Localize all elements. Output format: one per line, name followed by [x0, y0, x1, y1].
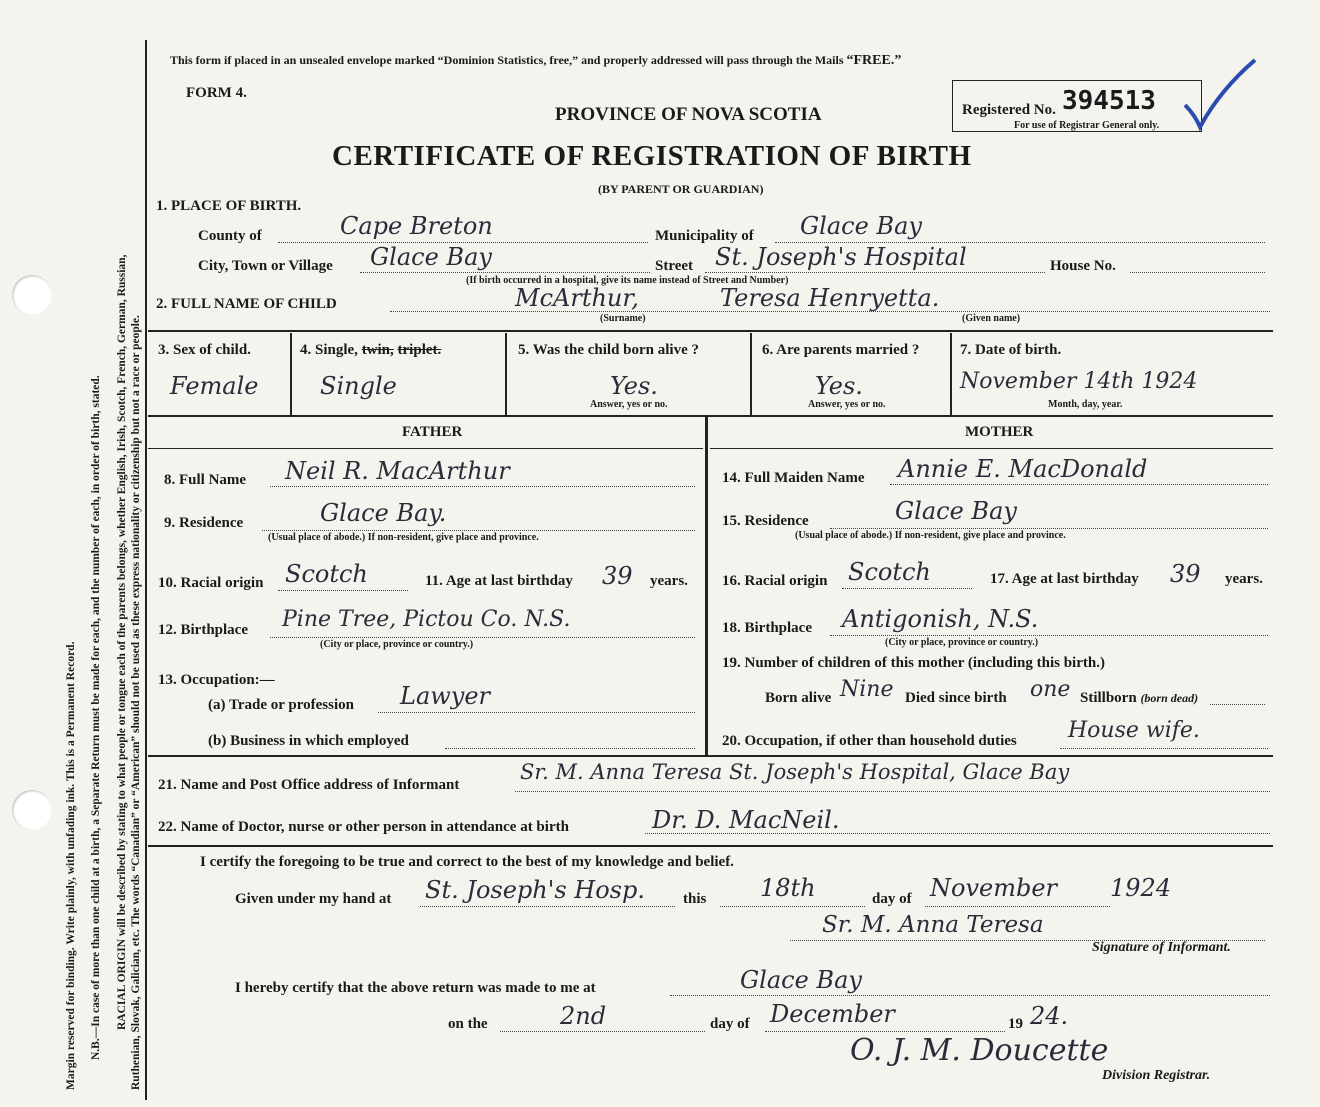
street-label: Street — [655, 258, 694, 274]
mother-age-value: 39 — [1170, 560, 1201, 588]
province-heading: PROVINCE OF NOVA SCOTIA — [555, 104, 822, 125]
mail-notice-text: This form if placed in an unsealed envelope marked “Dominion Statistics, free,” and properly addressed will pass through the Mails — [170, 53, 844, 67]
reg-year-prefix: 19 — [1008, 1016, 1023, 1032]
page-title: CERTIFICATE OF REGISTRATION OF BIRTH — [332, 140, 972, 172]
binding-hole-top — [12, 275, 52, 315]
father-business-line — [445, 748, 695, 749]
father-heading: FATHER — [402, 424, 463, 440]
father-age-value: 39 — [602, 562, 633, 590]
checkmark-icon — [1180, 55, 1260, 135]
dob-caption: Month, day, year. — [1048, 399, 1123, 410]
surname-caption: (Surname) — [600, 313, 646, 324]
father-trade-label: (a) Trade or profession — [208, 697, 354, 713]
father-trade-line — [378, 712, 695, 713]
born-alive-value: Nine — [840, 677, 894, 702]
given-label: Given under my hand at — [235, 891, 392, 907]
given-year-value: 1924 — [1110, 874, 1172, 902]
married-caption: Answer, yes or no. — [808, 399, 886, 410]
mother-residence-value: Glace Bay — [895, 497, 1017, 525]
given-place-value: St. Joseph's Hosp. — [425, 876, 645, 904]
given-place-line — [420, 906, 675, 907]
mother-children-label: 19. Number of children of this mother (including this birth.) — [722, 655, 1105, 671]
father-business-label: (b) Business in which employed — [208, 733, 409, 749]
reg-month-line — [765, 1031, 1005, 1032]
place-of-birth-label: 1. PLACE OF BIRTH. — [156, 198, 302, 214]
street-line — [705, 272, 1045, 273]
father-birthplace-line — [270, 637, 695, 638]
registrar-statement: I hereby certify that the above return was made to me at — [235, 980, 596, 996]
father-occupation-label: 13. Occupation:— — [158, 672, 275, 688]
mother-heading: MOTHER — [965, 424, 1034, 440]
plurality-label — [300, 342, 441, 359]
registered-label: Registered No. — [962, 102, 1056, 118]
mother-age-label: 17. Age at last birthday — [990, 571, 1139, 587]
father-birthplace-value: Pine Tree, Pictou Co. N.S. — [282, 607, 571, 632]
born-alive-label: Born alive — [765, 690, 832, 706]
day-of-label: day of — [872, 891, 912, 907]
mother-birthplace-label: 18. Birthplace — [722, 620, 812, 636]
margin-note-multiple: N.B.—In case of more than one child at a birth, a Separate Return must be made for each, and the number of each, in order of birth, stated. — [90, 375, 102, 1060]
mother-occupation-label: 20. Occupation, if other than household duties — [722, 733, 1017, 749]
child-surname-value: McArthur, — [515, 284, 639, 312]
father-birthplace-caption: (City or place, province or country.) — [320, 639, 474, 650]
registrar-note: For use of Registrar General only. — [1014, 120, 1160, 131]
dob-value: November 14th 1924 — [960, 369, 1198, 394]
mother-name-label: 14. Full Maiden Name — [722, 470, 865, 486]
divider-4 — [148, 845, 1273, 847]
father-residence-caption: (Usual place of abode.) If non-resident, give place and province. — [268, 532, 539, 543]
mail-notice — [170, 53, 901, 69]
stillborn-label — [1080, 690, 1198, 707]
alive-caption: Answer, yes or no. — [590, 399, 668, 410]
this-label: this — [683, 891, 707, 907]
given-day-line — [720, 906, 865, 907]
mother-name-value: Annie E. MacDonald — [898, 455, 1148, 483]
father-residence-line — [262, 530, 695, 531]
reg-year-value: 24. — [1030, 1002, 1069, 1030]
alive-label: 5. Was the child born alive ? — [518, 342, 699, 358]
city-value: Glace Bay — [370, 243, 492, 271]
father-name-line — [270, 486, 695, 487]
informant-signature-caption: Signature of Informant. — [1092, 940, 1231, 955]
county-label: County of — [198, 228, 262, 244]
row-divider-b — [505, 333, 507, 415]
plurality-value: Single — [320, 372, 397, 400]
registrar-place-line — [670, 995, 1270, 996]
row-divider-d — [950, 333, 952, 415]
row-divider-a — [290, 333, 292, 415]
father-age-unit: years. — [650, 573, 688, 589]
municipality-value: Glace Bay — [800, 212, 922, 240]
registrar-signature: O. J. M. Doucette — [850, 1033, 1109, 1068]
mother-residence-line — [830, 528, 1268, 529]
plurality-twin-label: twin, — [361, 342, 394, 358]
mother-residence-caption: (Usual place of abode.) If non-resident, give place and province. — [795, 530, 1066, 541]
informant-label: 21. Name and Post Office address of Informant — [158, 777, 460, 793]
father-age-label: 11. Age at last birthday — [425, 573, 573, 589]
registrar-place-value: Glace Bay — [740, 966, 862, 994]
street-value: St. Joseph's Hospital — [715, 243, 967, 271]
page-subtitle: (BY PARENT OR GUARDIAN) — [598, 182, 764, 196]
parents-divider — [705, 415, 708, 755]
father-residence-label: 9. Residence — [164, 515, 244, 531]
mother-birthplace-caption: (City or place, province or country.) — [885, 637, 1039, 648]
municipality-label: Municipality of — [655, 228, 754, 244]
married-label: 6. Are parents married ? — [762, 342, 920, 358]
reg-month-value: December — [770, 1000, 895, 1028]
mother-origin-value: Scotch — [848, 558, 931, 586]
reg-day-of-label: day of — [710, 1016, 750, 1032]
institution-note: (If birth occurred in a hospital, give its name instead of Street and Number) — [466, 275, 789, 286]
father-birthplace-label: 12. Birthplace — [158, 622, 248, 638]
mother-top-line — [710, 448, 1273, 449]
mail-notice-free: “FREE.” — [846, 53, 902, 68]
divider-1 — [148, 330, 1273, 332]
mother-origin-label: 16. Racial origin — [722, 573, 828, 589]
mother-birthplace-line — [830, 635, 1268, 636]
county-value: Cape Breton — [340, 212, 493, 240]
plurality-triplet-label: triplet. — [397, 342, 442, 358]
certify-statement: I certify the foregoing to be true and correct to the best of my knowledge and belief. — [200, 854, 734, 870]
father-origin-line — [278, 590, 408, 591]
died-value: one — [1030, 677, 1071, 702]
mother-occupation-value: House wife. — [1068, 718, 1200, 743]
plurality-single-label: 4. Single, — [300, 342, 358, 358]
city-line — [360, 272, 650, 273]
given-month-line — [925, 906, 1110, 907]
registered-number: 394513 — [1062, 86, 1156, 116]
city-label: City, Town or Village — [198, 258, 333, 274]
mother-origin-line — [842, 588, 972, 589]
binding-hole-bottom — [12, 790, 52, 830]
margin-note-binding: Margin reserved for binding. Write plainly, with unfading ink. This is a Permanent Record. — [65, 641, 77, 1090]
child-name-label: 2. FULL NAME OF CHILD — [156, 296, 337, 312]
margin-note-racial: RACIAL ORIGIN will be described by stating to what people or tongue each of the parents belongs, whether English, Irish, Scotch, French, German, Russian, — [116, 254, 128, 1030]
given-day-value: 18th — [760, 874, 816, 902]
divider-2 — [148, 415, 1273, 417]
on-the-label: on the — [448, 1016, 488, 1032]
married-value: Yes. — [815, 372, 863, 400]
registrar-caption: Division Registrar. — [1102, 1068, 1211, 1083]
child-given-value: Teresa Henryetta. — [720, 284, 940, 312]
father-trade-value: Lawyer — [400, 682, 491, 710]
mother-occupation-line — [1060, 748, 1268, 749]
stillborn-caption: (born dead) — [1140, 691, 1199, 705]
alive-value: Yes. — [610, 372, 658, 400]
informant-signature: Sr. M. Anna Teresa — [822, 912, 1044, 938]
stillborn-line — [1210, 704, 1265, 705]
dob-label: 7. Date of birth. — [960, 342, 1062, 358]
reg-day-line — [500, 1031, 705, 1032]
row-divider-c — [750, 333, 752, 415]
father-name-label: 8. Full Name — [164, 472, 247, 488]
mother-birthplace-value: Antigonish, N.S. — [842, 605, 1039, 633]
given-caption: (Given name) — [962, 313, 1021, 324]
mother-age-unit: years. — [1225, 571, 1263, 587]
mother-residence-label: 15. Residence — [722, 513, 809, 529]
reg-day-value: 2nd — [560, 1002, 607, 1030]
doctor-label: 22. Name of Doctor, nurse or other person in attendance at birth — [158, 819, 569, 835]
father-origin-value: Scotch — [285, 560, 368, 588]
house-line — [1130, 272, 1265, 273]
margin-note-racial-2: Ruthenian, Slovak, Galician, etc. The words “Canadian” or “American” should not be used as these express nationality or citizenship but not a race or people. — [130, 315, 142, 1090]
doctor-value: Dr. D. MacNeil. — [652, 806, 840, 834]
informant-line — [515, 791, 1270, 792]
father-name-value: Neil R. MacArthur — [285, 457, 510, 485]
sex-label: 3. Sex of child. — [158, 342, 251, 358]
left-border — [145, 40, 147, 1100]
mother-name-line — [890, 484, 1268, 485]
form-number: FORM 4. — [186, 85, 247, 101]
stillborn-text: Stillborn — [1080, 690, 1137, 706]
sex-value: Female — [170, 372, 259, 400]
given-month-value: November — [930, 874, 1058, 902]
divider-3 — [148, 755, 1273, 757]
father-residence-value: Glace Bay. — [320, 499, 447, 527]
house-label: House No. — [1050, 258, 1116, 274]
father-top-line — [148, 448, 703, 449]
father-origin-label: 10. Racial origin — [158, 575, 264, 591]
informant-value: Sr. M. Anna Teresa St. Joseph's Hospital, Glace Bay — [520, 760, 1070, 784]
died-label: Died since birth — [905, 690, 1007, 706]
